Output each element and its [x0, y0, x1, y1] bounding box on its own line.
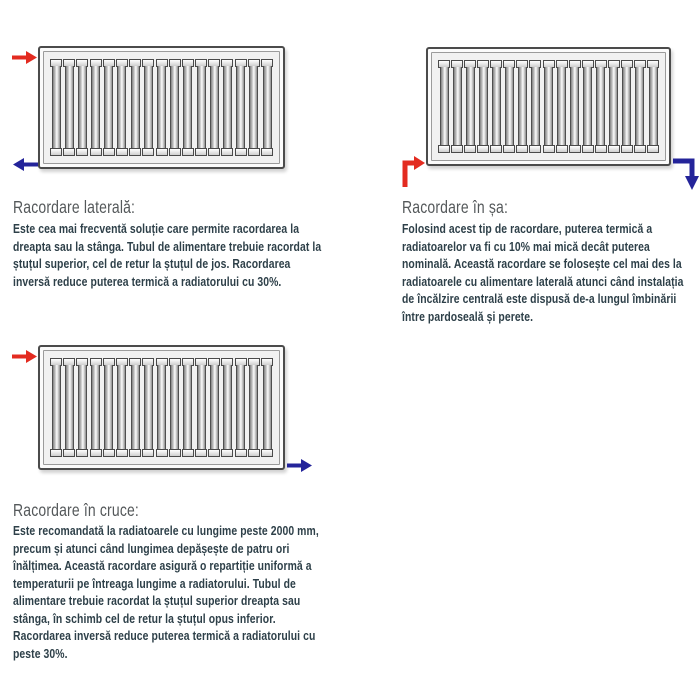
- return-arrow-left-icon: [12, 157, 38, 172]
- section-title-laterala: Racordare laterală:: [13, 197, 136, 217]
- radiator-fin: [569, 60, 581, 153]
- radiator-fin: [156, 358, 168, 457]
- radiator-fin: [464, 60, 476, 153]
- radiator-fin: [169, 59, 181, 156]
- radiator-fin: [451, 60, 463, 153]
- radiator-cruce: [38, 345, 285, 470]
- radiator-fin: [595, 60, 607, 153]
- radiator-fin: [582, 60, 594, 153]
- section-body-cruce: Este recomandată la radiatoarele cu lungime peste 2000 mm, precum și atunci când lungimea depășește de patru ori înălțimea. Această racordare asigură o repartiție uniformă a temperaturii pe întreaga lungime a radiatorului. Tubul de alimentare trebuie racordat la ștuțul superior dreapta sau stânga, în schimb cel de retur la ștuțul opus inferior. Racordarea inversă reduce puterea termică a radiatorului cu peste 30%.: [13, 523, 319, 661]
- supply-arrow-bent-up-right-icon: [401, 150, 427, 188]
- radiator-fin: [103, 358, 115, 457]
- radiator-fin: [503, 60, 515, 153]
- radiator-fin: [235, 358, 247, 457]
- return-arrow-bent-right-down-icon: [673, 157, 700, 193]
- radiator-fin: [103, 59, 115, 156]
- section-title-sa: Racordare în șa:: [402, 197, 509, 217]
- radiator-fin: [438, 60, 450, 153]
- radiator-fin: [90, 358, 102, 457]
- radiator-fin: [248, 59, 260, 156]
- radiator-fin: [608, 60, 620, 153]
- supply-arrow-right-icon: [12, 50, 38, 65]
- radiator-lateral: [38, 46, 285, 169]
- radiator-fin: [490, 60, 502, 153]
- radiator-fin: [208, 59, 220, 156]
- radiator-fin: [76, 59, 88, 156]
- radiator-fin: [63, 358, 75, 457]
- radiator-fin: [477, 60, 489, 153]
- radiator-fin: [529, 60, 541, 153]
- radiator-fin: [235, 59, 247, 156]
- radiator-fin: [195, 59, 207, 156]
- radiator-fin: [63, 59, 75, 156]
- radiator-fin: [116, 59, 128, 156]
- radiator-fin: [516, 60, 528, 153]
- return-arrow-right-icon: [287, 458, 313, 473]
- radiator-fin: [50, 358, 62, 457]
- radiator-fin: [142, 59, 154, 156]
- radiator-fin: [543, 60, 555, 153]
- supply-arrow-right-icon: [12, 349, 38, 364]
- radiator-fin: [261, 358, 273, 457]
- radiator-fin: [261, 59, 273, 156]
- radiator-fin: [556, 60, 568, 153]
- radiator-fin: [221, 59, 233, 156]
- section-title-cruce: Racordare în cruce:: [13, 500, 139, 520]
- radiator-fin: [182, 358, 194, 457]
- radiator-panel: [431, 52, 666, 161]
- radiator-sa: [426, 47, 671, 166]
- radiator-fin: [156, 59, 168, 156]
- radiator-fin: [129, 59, 141, 156]
- radiator-fin: [129, 358, 141, 457]
- radiator-fin: [169, 358, 181, 457]
- radiator-fin: [248, 358, 260, 457]
- radiator-panel: [43, 350, 280, 465]
- radiator-fin: [90, 59, 102, 156]
- radiator-fin: [76, 358, 88, 457]
- radiator-panel: [43, 51, 280, 164]
- radiator-fins: [50, 358, 273, 457]
- radiator-fin: [621, 60, 633, 153]
- radiator-fin: [221, 358, 233, 457]
- radiator-fins: [438, 60, 659, 153]
- radiator-fin: [142, 358, 154, 457]
- section-body-laterala: Este cea mai frecventă soluție care permite racordarea la dreapta sau la stânga. Tubul de alimentare trebuie racordat la ștuțul superior, cel de retur la ștuțul de jos. Racordarea inversă reduce puterea termică a radiatorului cu 30%.: [13, 221, 322, 289]
- radiator-fin: [50, 59, 62, 156]
- radiator-fin: [208, 358, 220, 457]
- radiator-fin: [634, 60, 646, 153]
- radiator-fin: [647, 60, 659, 153]
- radiator-fin: [195, 358, 207, 457]
- section-body-sa: Folosind acest tip de racordare, puterea termică a radiatoarelor va fi cu 10% mai mică decât puterea nominală. Această racordare se folosește cel mai des la radiatoarele cu alimentare laterală atunci când instalația de încălzire centrală este dispusă de-a lungul îmbinării între pardoseală și perete.: [402, 221, 684, 324]
- radiator-fins: [50, 59, 273, 156]
- radiator-fin: [116, 358, 128, 457]
- radiator-fin: [182, 59, 194, 156]
